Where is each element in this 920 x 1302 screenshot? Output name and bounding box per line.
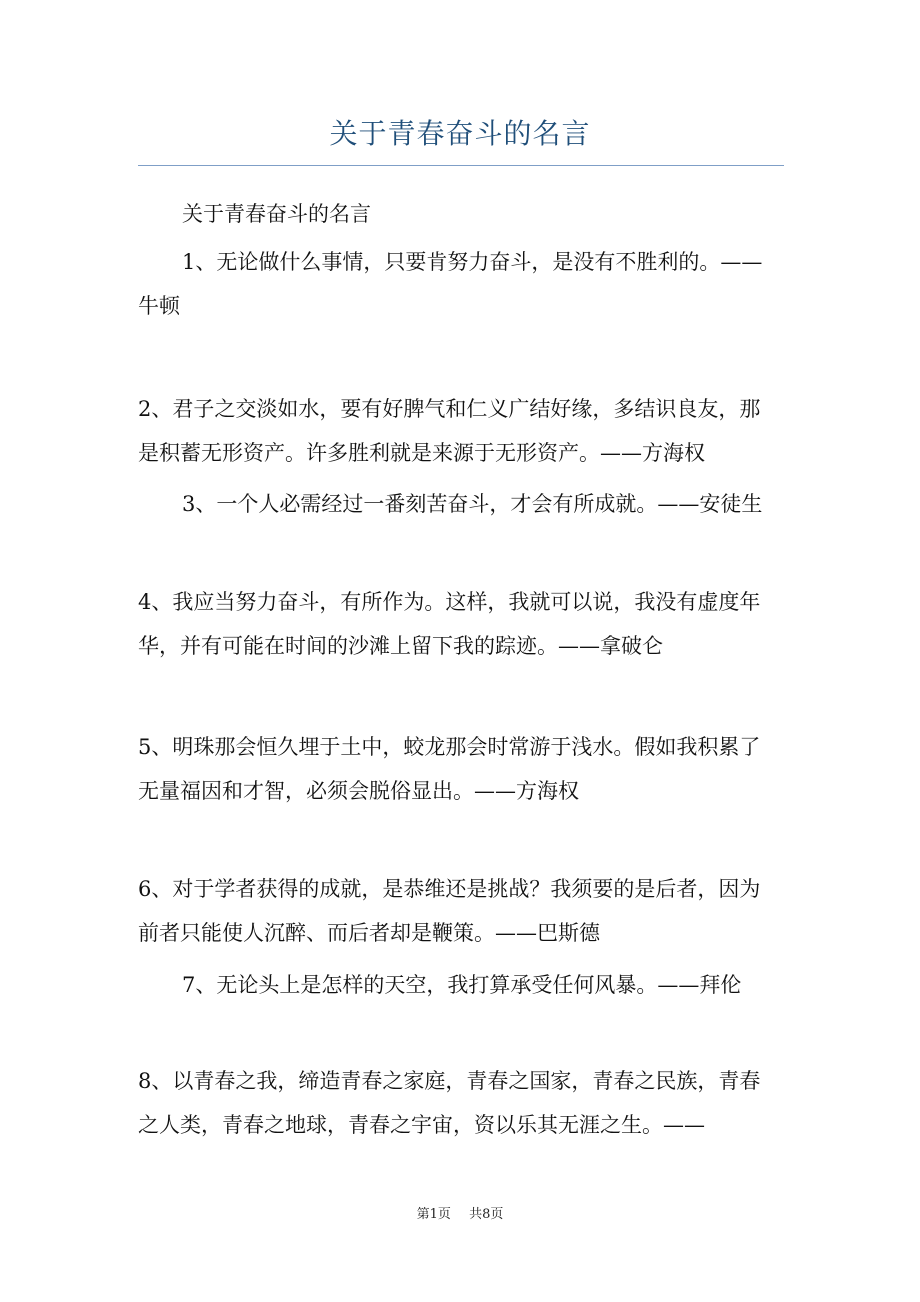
quote-line: 华，并有可能在时间的沙滩上留下我的踪迹。——拿破仑 [138,634,663,658]
quote-8 [138,1059,784,1147]
quote-line: 是积蓄无形资产。许多胜利就是来源于无形资产。——方海权 [138,441,705,465]
quote-2 [138,387,784,475]
quote-3 [138,482,784,526]
intro-paragraph [138,192,784,236]
page-total: 共8页 [469,1207,504,1222]
quote-line: 之人类，青春之地球，青春之宇宙，资以乐其无涯之生。—— [138,1113,705,1137]
quote-5 [138,725,784,813]
quote-line: 无量福因和才智，必须会脱俗显出。——方海权 [138,779,579,803]
page-footer [0,1203,920,1222]
quote-7 [138,963,784,1007]
intro-line: 关于青春奋斗的名言 [182,202,371,226]
quote-6 [138,867,784,955]
quote-4 [138,580,784,668]
quote-line: 8、以青春之我，缔造青春之家庭，青春之国家，青春之民族，青春 [138,1069,761,1093]
quote-line: 7、无论头上是怎样的天空，我打算承受任何风暴。——拜伦 [182,973,742,997]
quote-line: 5、明珠那会恒久埋于土中，蛟龙那会时常游于浅水。假如我积累了 [138,735,761,759]
quote-line: 4、我应当努力奋斗，有所作为。这样，我就可以说，我没有虚度年 [138,590,761,614]
quote-line: 1、无论做什么事情，只要肯努力奋斗，是没有不胜利的。—— [182,250,763,274]
title-underline [138,165,784,166]
quote-line: 6、对于学者获得的成就，是恭维还是挑战？我须要的是后者，因为 [138,877,761,901]
quote-line: 牛顿 [138,294,180,318]
document-title: 关于青春奋斗的名言 [329,117,591,150]
page-number: 第1页 [416,1207,451,1222]
quote-line: 2、君子之交淡如水，要有好脾气和仁义广结好缘，多结识良友，那 [138,397,761,421]
quote-line: 3、一个人必需经过一番刻苦奋斗，才会有所成就。——安徒生 [182,492,763,516]
quote-line: 前者只能使人沉醉、而后者却是鞭策。——巴斯德 [138,921,600,945]
quote-1 [138,240,784,328]
